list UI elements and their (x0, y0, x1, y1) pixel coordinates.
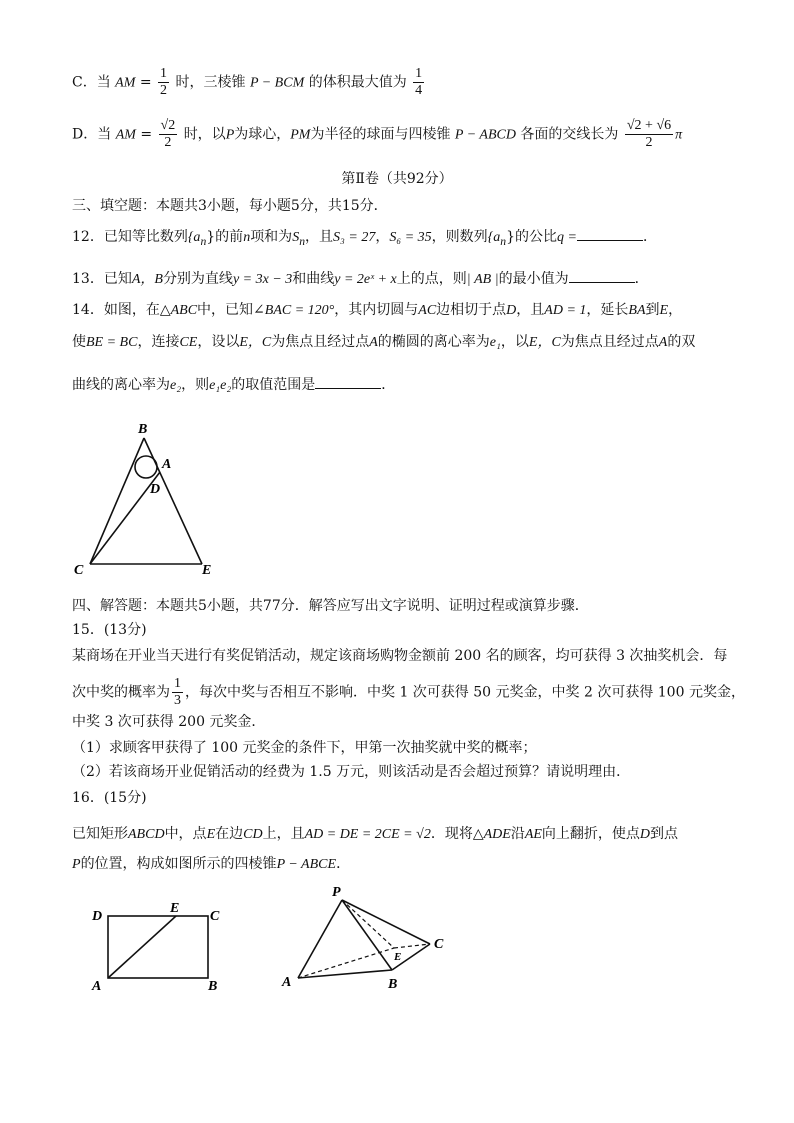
pyramid-figure (276, 880, 456, 1000)
edge-p-b (342, 900, 392, 970)
edge-p-e (342, 900, 394, 948)
label-a: A (282, 975, 292, 990)
label-b: B (208, 979, 218, 994)
question-14-line-3: 曲线的离心率为e₂，则e₁e₂的取值范围是 ． (72, 374, 395, 396)
label-p: P (332, 885, 341, 900)
option-d: D．当 AM = $\frac{√2}{2}$ 时，以P为球心，PM为半径的球面与四棱锥 P − ABCD 各面的交线长为 $\frac{√2 + √6}{2}$ π (72, 118, 683, 150)
question-13: 13．已知A，B分别为直线y = 3x − 3和曲线y = 2eˣ + x上的点，则| AB |的最小值为 ． (72, 268, 649, 290)
question-15-number: 15．(13分) (72, 622, 147, 638)
label-b: B (388, 977, 398, 992)
section-title: 第Ⅱ卷（共92分） (341, 171, 453, 187)
incircle (135, 456, 157, 478)
label-e: E (202, 563, 212, 578)
answer-blank (315, 374, 381, 389)
label-c: C (434, 937, 444, 952)
fraction: $\frac{√2 + √6}{2}$ (626, 118, 672, 150)
question-16-line-2: P的位置，构成如图所示的四棱锥P − ABCE． (72, 856, 351, 872)
question-14-line-1: 14．如图，在△ABC中，已知∠BAC = 120°，其内切圆与AC边相切于点D，且AD = 1，延长BA到E， (72, 302, 683, 318)
question-12: 12．已知等比数列$\{a_n\}$的前n项和为$S_n$，且S₃ = 27，S₆ = 35，则数列$\{a_n\}$的公比q = ． (72, 226, 657, 252)
question-15-line-1: 某商场在开业当天进行有奖促销活动，规定该商场购物金额前 200 名的顾客，均可获得 3 次抽奖机会．每 (72, 648, 728, 664)
answer-blank (577, 226, 643, 241)
fraction: $\frac{√2}{2}$ (160, 118, 176, 150)
option-c: C．当 AM = $\frac{1}{2}$ 时，三棱锥 P − BCM 的体积最大值为 $\frac{1}{4}$ (72, 66, 423, 98)
question-14-line-2: 使BE = BC，连接CE，设以E，C为焦点且经过点A的椭圆的离心率为e₁，以E，C为焦点且经过点A的双 (72, 334, 696, 350)
edge-p-a (298, 900, 342, 978)
fraction: $\frac{1}{3}$ (174, 676, 181, 708)
label-c: C (74, 563, 84, 578)
label-c: C (210, 909, 220, 924)
answer-blank (569, 268, 635, 283)
edge-b-c (90, 438, 144, 564)
label-d: D (150, 482, 161, 497)
edge-b-e (144, 438, 202, 564)
label-a: A (162, 457, 172, 472)
fraction: $\frac{1}{4}$ (415, 66, 423, 98)
label-d: D (92, 909, 103, 924)
label-b: B (138, 422, 148, 437)
question-15-line-2: 次中奖的概率为 $\frac{1}{3}$ ，每次中奖与否相互不影响．中奖 1 次可获得 50 元奖金，中奖 2 次可获得 100 元奖金， (72, 676, 745, 708)
rectangle-abcd (108, 916, 208, 978)
edge-p-c (342, 900, 430, 944)
question-15-part-1: （1）求顾客甲获得了 100 元奖金的条件下，甲第一次抽奖就中奖的概率； (72, 740, 537, 756)
fraction: $\frac{1}{2}$ (160, 66, 168, 98)
label-e: E (170, 901, 180, 916)
question-16-line-1: 已知矩形ABCD中，点E在边CD上，且AD = DE = 2CE = √2．现将△ADE沿AE向上翻折，使点D到点 (72, 826, 679, 842)
question-15-line-3: 中奖 3 次可获得 200 元奖金． (72, 714, 266, 730)
question-16-number: 16．(15分) (72, 790, 147, 806)
label-a: A (92, 979, 102, 994)
question-15-part-2: （2）若该商场开业促销活动的经费为 1.5 万元，则该活动是否会超过预算？请说明理由． (72, 764, 631, 780)
label-e: E (394, 951, 402, 963)
segment-ae (108, 916, 176, 978)
rectangle-figure (86, 896, 236, 996)
triangle-figure (68, 418, 228, 580)
fill-section-header: 三、填空题：本题共3小题，每小题5分，共15分． (72, 198, 388, 214)
answer-section-header: 四、解答题：本题共5小题，共77分．解答应写出文字说明、证明过程或演算步骤． (72, 598, 589, 614)
